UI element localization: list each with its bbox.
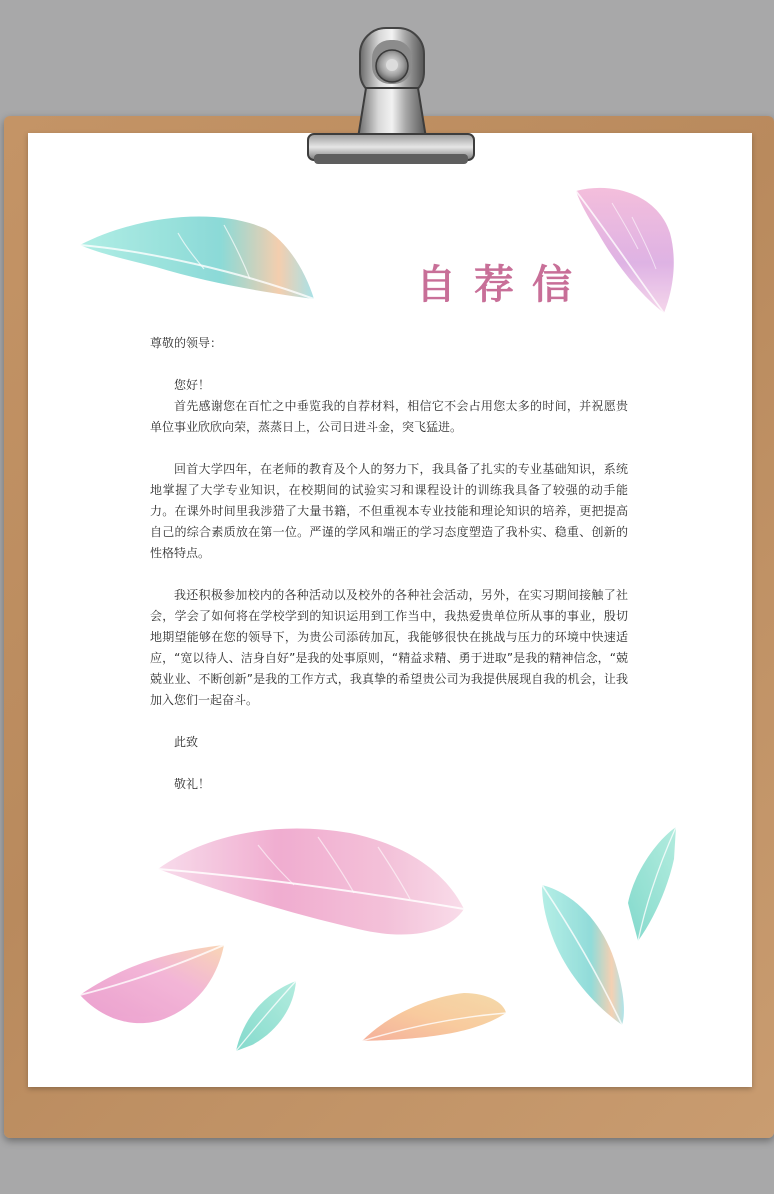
paragraph-education: 回首大学四年，在老师的教育及个人的努力下，我具备了扎实的专业基础知识，系统地掌握了大学专业知识，在校期间的试验实习和课程设计的训练我具备了较强的动手能力。在课外时间里我涉猎了大量书籍，不但重视本专业技能和理论知识的培养，更把提高自己的综合素质放在第一位。严谨的学风和端正的学习态度塑造了我朴实、稳重、创新的性格特点。 <box>150 462 628 560</box>
salutation: 尊敬的领导： <box>150 336 223 350</box>
closing: 此致 <box>174 735 199 749</box>
feather-teal-top-left-icon <box>80 216 314 299</box>
feather-teal-small-icon <box>236 981 296 1051</box>
paragraph-activities: 我还积极参加校内的各种活动以及校外的各种社会活动，另外，在实习期间接触了社会，学会了如何将在学校学到的知识运用到工作当中，我热爱贵单位所从事的事业，殷切地期望能够在您的领导下，为贵公司添砖加瓦，我能够很快在挑战与压力的环境中快速适应，“宽以待人、洁身自好”是我的处事原则，“精益求精、勇于进取”是我的精神信念，“兢兢业业、不断创新”是我的工作方式，我真挚的希望贵公司为我提供展现自我的机会，让我加入您们一起奋斗。 <box>150 588 628 707</box>
binder-clip-icon <box>300 22 480 182</box>
regards: 敬礼！ <box>174 777 211 791</box>
feather-peach-icon <box>362 993 506 1041</box>
feather-pink-bottom-left-icon <box>80 945 224 1023</box>
letter-body <box>150 333 628 795</box>
page-title: 自荐信 <box>416 262 590 308</box>
paragraph-intro: 首先感谢您在百忙之中垂览我的自荐材料，相信它不会占用您太多的时间，并祝愿贵单位事业欣欣向荣，蒸蒸日上，公司日进斗金，突飞猛进。 <box>150 399 628 434</box>
letter-paper <box>28 133 752 1087</box>
feather-pink-large-icon <box>158 829 464 935</box>
feather-teal-right-icon <box>542 885 624 1025</box>
greeting: 您好！ <box>174 378 211 392</box>
feather-teal-far-right-icon <box>628 827 676 941</box>
